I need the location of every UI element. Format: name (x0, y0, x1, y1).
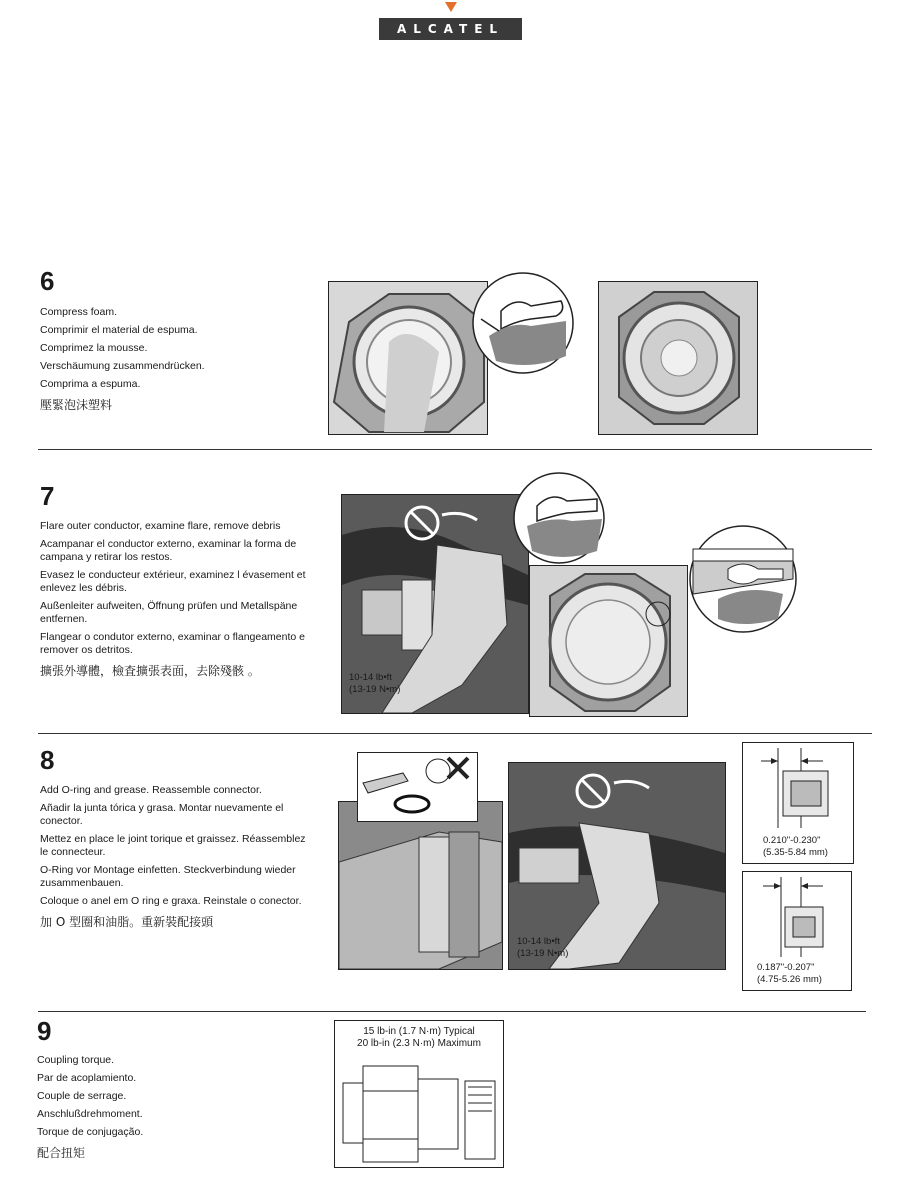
step-line: Torque de conjugação. (37, 1126, 144, 1138)
section-divider (38, 449, 872, 450)
step-6-photo-right (598, 281, 758, 435)
dimension-label-line: 0.210"-0.230" (763, 835, 821, 846)
section-divider (38, 733, 872, 734)
dimension-diagram-a (742, 742, 854, 864)
alcatel-logo (379, 18, 522, 40)
step-number: 6 (40, 266, 55, 296)
step-6-photo-left (328, 281, 488, 435)
step-line: Evasez le conducteur extérieur, examinez l évasement et enlevez les débris. (40, 569, 306, 594)
torque-label (349, 672, 400, 696)
torque-typical: 15 lb-in (1.7 N·m) Typical (363, 1026, 475, 1037)
step-line: Comprimez la mousse. (40, 342, 148, 354)
step-line: O-Ring vor Montage einfetten. Steckverbindung wieder zusammenbauen. (40, 864, 296, 889)
step-line: Añadir la junta tórica y grasa. Montar nuevamente el conector. (40, 802, 284, 827)
step-line: Flare outer conductor, examine flare, remove debris (40, 520, 281, 532)
torque-max: 20 lb-in (2.3 N·m) Maximum (357, 1038, 481, 1049)
torque-label (517, 936, 568, 960)
step-line-cjk: 配合扭矩 (37, 1146, 86, 1160)
step-line: Comprimir el material de espuma. (40, 324, 198, 336)
dimension-label-line: (5.35-5.84 mm) (763, 847, 828, 858)
step-line: Verschäumung zusammendrücken. (40, 360, 205, 372)
dimension-label-line: (4.75-5.26 mm) (757, 974, 822, 985)
step-line: Mettez en place le joint torique et graissez. Réassemblez le connecteur. (40, 833, 306, 858)
step-line: Anschlußdrehmoment. (37, 1108, 143, 1120)
torque-label-line: 10-14 lb•ft (517, 936, 560, 947)
step-line: Par de acoplamiento. (37, 1072, 137, 1084)
step-6-text (40, 266, 310, 413)
step-line: Compress foam. (40, 306, 118, 318)
step-6-detail-circle (471, 271, 575, 375)
torque-label-line: (13-19 N•m) (517, 948, 569, 959)
step-line-cjk: 加 O 型圈和油脂。重新裝配接頭 (40, 915, 214, 929)
step-7-photo-flare (529, 565, 688, 717)
step-line: Flangear o condutor externo, examinar o flangeamento e remover os detritos. (40, 631, 305, 656)
torque-label-line: 10-14 lb•ft (349, 672, 392, 683)
section-divider (38, 1011, 866, 1012)
step-line: Coloque o anel em O ring e graxa. Reinstale o conector. (40, 895, 302, 907)
step-9-text (37, 1016, 307, 1161)
step-line: Add O-ring and grease. Reassemble connector. (40, 784, 262, 796)
step-line: Comprima a espuma. (40, 378, 141, 390)
step-7-detail-circle-right (688, 524, 798, 634)
step-line-cjk: 擴張外導體，檢査擴張表面，去除殘骸 。 (40, 664, 260, 678)
step-number: 7 (40, 481, 55, 511)
step-7-text (40, 481, 310, 679)
logo-triangle-icon (445, 2, 457, 12)
step-line: Coupling torque. (37, 1054, 115, 1066)
step-line: Couple de serrage. (37, 1090, 127, 1102)
step-number: 9 (37, 1016, 52, 1046)
step-line: Außenleiter aufweiten, Öffnung prüfen und Metallspäne entfernen. (40, 600, 298, 625)
step-9-coupling-diagram (334, 1020, 504, 1168)
step-line: Acampanar el conductor externo, examinar la forma de campana y retirar los restos. (40, 538, 297, 563)
step-number: 8 (40, 745, 55, 775)
logo-text: ALCATEL (396, 22, 505, 36)
torque-label-line: (13-19 N•m) (349, 684, 401, 695)
step-7-detail-circle-top (512, 471, 606, 565)
step-8-text (40, 745, 310, 930)
step-8-photo-connector (338, 801, 503, 970)
dimension-diagram-b (742, 871, 852, 991)
o-ring-icon (392, 794, 432, 814)
step-line-cjk: 壓緊泡沫塑料 (40, 398, 113, 412)
dimension-label-line: 0.187"-0.207" (757, 962, 815, 973)
